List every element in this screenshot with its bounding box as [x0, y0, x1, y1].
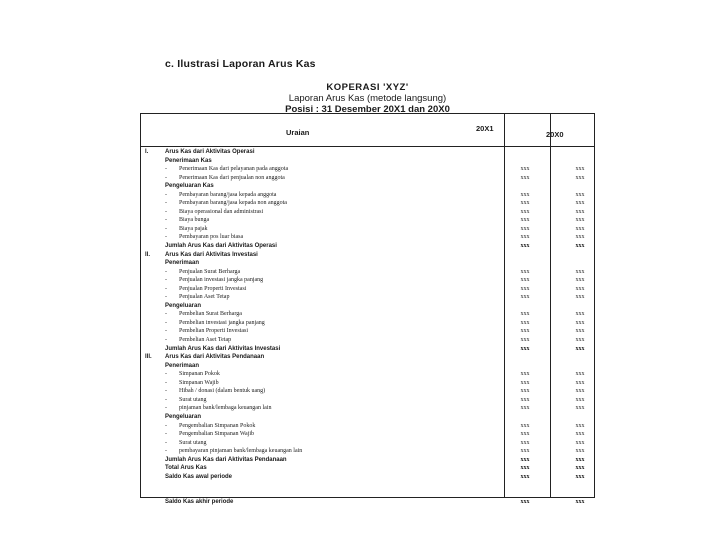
row-label: Simpanan Wajib [179, 379, 219, 386]
table-row [141, 327, 594, 336]
value-year0: xxx [575, 217, 585, 224]
table-row [141, 456, 594, 465]
row-label: Penjualan investasi jangka panjang [179, 277, 264, 284]
value-year1: xxx [520, 499, 530, 506]
value-year1: xxx [520, 311, 530, 318]
row-bullet: - [165, 396, 167, 403]
value-year0: xxx [575, 465, 585, 472]
value-year0: xxx [575, 328, 585, 335]
row-label: Biaya bunga [179, 217, 210, 224]
table-row [141, 370, 594, 379]
value-year0: xxx [575, 174, 585, 181]
table-spacer [141, 481, 594, 498]
value-year1: xxx [520, 396, 530, 403]
value-year1: xxx [520, 225, 530, 232]
table-row [141, 379, 594, 388]
row-bullet: - [165, 379, 167, 386]
row-label: Surat utang [179, 396, 207, 403]
row-label: Arus Kas dari Aktivitas Operasi [165, 149, 255, 155]
table-row [141, 191, 594, 200]
value-year1: xxx [520, 465, 530, 472]
value-year0: xxx [575, 166, 585, 173]
table-row [141, 285, 594, 294]
header-divider [141, 146, 594, 147]
value-year0: xxx [575, 319, 585, 326]
table-row [141, 473, 594, 482]
value-year1: xxx [520, 268, 530, 275]
row-label: Penerimaan Kas [165, 157, 212, 164]
row-bullet: - [165, 277, 167, 284]
row-label: Saldo Kas awal periode [165, 473, 233, 480]
table-row [141, 182, 594, 191]
value-year1: xxx [520, 191, 530, 198]
row-bullet: - [165, 422, 167, 429]
table-row [141, 404, 594, 413]
row-label: Penjualan Surat Berharga [179, 268, 241, 275]
row-label: Penjualan Aset Tetap [179, 294, 230, 301]
row-bullet: - [165, 448, 167, 455]
value-year1: xxx [520, 345, 530, 352]
table-row [141, 233, 594, 242]
table-body [141, 148, 594, 507]
table-row [141, 336, 594, 345]
value-year1: xxx [520, 371, 530, 378]
row-label: Pengeluaran Kas [165, 183, 214, 190]
value-year0: xxx [575, 337, 585, 344]
value-year0: xxx [575, 225, 585, 232]
row-bullet: - [165, 388, 167, 395]
table-row [141, 302, 594, 311]
value-year1: xxx [520, 174, 530, 181]
section-number: III. [145, 354, 152, 361]
row-label: Biaya pajak [179, 225, 208, 232]
row-bullet: - [165, 371, 167, 378]
table-row [141, 199, 594, 208]
row-label: Penerimaan [165, 362, 200, 369]
table-row [141, 242, 594, 251]
row-bullet: - [165, 431, 167, 438]
table-row [141, 422, 594, 431]
table-row [141, 293, 594, 302]
section-title: c. Ilustrasi Laporan Arus Kas [165, 58, 316, 70]
value-year1: xxx [520, 422, 530, 429]
row-bullet: - [165, 319, 167, 326]
row-label: Jumlah Arus Kas dari Aktivitas Investasi [165, 345, 281, 352]
report-subtitle: Laporan Arus Kas (metode langsung) [288, 93, 447, 104]
table-row [141, 216, 594, 225]
value-year1: xxx [520, 277, 530, 284]
value-year0: xxx [575, 388, 585, 395]
table-row [141, 464, 594, 473]
row-label: Biaya operasional dan administrasi [179, 208, 264, 215]
value-year0: xxx [575, 499, 585, 506]
value-year0: xxx [575, 243, 585, 250]
row-label: Penerimaan [165, 260, 200, 267]
row-label: Arus Kas dari Aktivitas Pendanaan [165, 354, 265, 361]
value-year1: xxx [520, 319, 530, 326]
value-year1: xxx [520, 388, 530, 395]
report-org-name: KOPERASI 'XYZ' [326, 82, 409, 93]
table-row [141, 447, 594, 456]
row-label: Penerimaan Kas dari penjualan non anggota [179, 174, 285, 181]
row-label: Pembayaran barang/jasa kepada non anggota [179, 200, 287, 207]
table-row [141, 268, 594, 277]
value-year0: xxx [575, 405, 585, 412]
table-row [141, 353, 594, 362]
value-year1: xxx [520, 405, 530, 412]
value-year0: xxx [575, 268, 585, 275]
row-bullet: - [165, 268, 167, 275]
row-bullet: - [165, 337, 167, 344]
table-row [141, 148, 594, 157]
table-row [141, 319, 594, 328]
table-row [141, 276, 594, 285]
row-label: Pengembalian Simpanan Wajib [179, 431, 255, 438]
section-number: II. [145, 251, 151, 258]
row-label: Pembelian Aset Tetap [179, 337, 232, 344]
table-row [141, 362, 594, 371]
report-header [140, 82, 595, 115]
section-number: I. [145, 149, 149, 155]
row-bullet: - [165, 166, 167, 173]
row-label: Jumlah Arus Kas dari Aktivitas Operasi [165, 243, 277, 250]
value-year0: xxx [575, 277, 585, 284]
value-year0: xxx [575, 311, 585, 318]
value-year1: xxx [520, 200, 530, 207]
cash-flow-table [140, 113, 595, 506]
value-year0: xxx [575, 431, 585, 438]
table-row [141, 310, 594, 319]
row-label: Pembelian investasi jangka panjang [179, 319, 265, 326]
value-year0: xxx [575, 473, 585, 480]
row-bullet: - [165, 200, 167, 207]
row-label: Penerimaan Kas dari pelayanan pada anggota [179, 166, 289, 173]
value-year0: xxx [575, 191, 585, 198]
row-bullet: - [165, 328, 167, 335]
table-row [141, 345, 594, 354]
value-year0: xxx [575, 448, 585, 455]
value-year1: xxx [520, 294, 530, 301]
table-row [141, 259, 594, 268]
table-row [141, 208, 594, 217]
row-bullet: - [165, 234, 167, 241]
row-label: Pembayaran pos luar biasa [179, 234, 244, 241]
row-label: Total Arus Kas [165, 465, 207, 472]
row-bullet: - [165, 191, 167, 198]
value-year0: xxx [575, 379, 585, 386]
table-row [141, 174, 594, 183]
value-year1: xxx [520, 285, 530, 292]
row-bullet: - [165, 225, 167, 232]
row-label: Hibah / donasi (dalam bentuk uang) [179, 388, 266, 395]
row-label: Surat utang [179, 439, 207, 446]
value-year0: xxx [575, 234, 585, 241]
value-year1: xxx [520, 328, 530, 335]
column-header-year1: 20X1 [476, 124, 494, 133]
value-year0: xxx [575, 294, 585, 301]
row-bullet: - [165, 405, 167, 412]
value-year1: xxx [520, 243, 530, 250]
report-position-date: Posisi : 31 Desember 20X1 dan 20X0 [285, 104, 450, 115]
row-bullet: - [165, 208, 167, 215]
value-year0: xxx [575, 422, 585, 429]
value-year1: xxx [520, 439, 530, 446]
value-year1: xxx [520, 337, 530, 344]
value-year1: xxx [520, 473, 530, 480]
value-year1: xxx [520, 217, 530, 224]
row-bullet: - [165, 217, 167, 224]
table-row [141, 498, 594, 507]
row-label: Arus Kas dari Aktivitas Investasi [165, 251, 258, 258]
value-year0: xxx [575, 285, 585, 292]
row-label: Pembelian Surat Berharga [179, 311, 242, 318]
value-year1: xxx [520, 208, 530, 215]
column-header-year0: 20X0 [546, 130, 564, 139]
value-year0: xxx [575, 371, 585, 378]
value-year1: xxx [520, 448, 530, 455]
row-label: Jumlah Arus Kas dari Aktivitas Pendanaan [165, 456, 287, 463]
row-label: Simpanan Pokok [179, 371, 220, 378]
row-label: Pengeluaran [165, 302, 202, 309]
table-row [141, 165, 594, 174]
table-row [141, 251, 594, 260]
row-bullet: - [165, 311, 167, 318]
row-label: pembayaran pinjaman bank/lembaga keuangan lain [179, 448, 303, 455]
row-label: Pembelian Properti Investasi [179, 328, 248, 335]
value-year0: xxx [575, 208, 585, 215]
table-row [141, 413, 594, 422]
table-row [141, 430, 594, 439]
value-year1: xxx [520, 456, 530, 463]
row-label: Pengembalian Simpanan Pokok [179, 422, 256, 429]
table-row [141, 157, 594, 166]
value-year0: xxx [575, 396, 585, 403]
row-bullet: - [165, 174, 167, 181]
value-year0: xxx [575, 345, 585, 352]
row-label: Penjualan Properti Investasi [179, 285, 247, 292]
value-year0: xxx [575, 439, 585, 446]
table-row [141, 225, 594, 234]
row-label: pinjaman bank/lembaga keuangan lain [179, 405, 272, 412]
value-year0: xxx [575, 200, 585, 207]
value-year1: xxx [520, 234, 530, 241]
table-row [141, 439, 594, 448]
column-header-uraian: Uraian [286, 128, 310, 137]
row-label: Saldo Kas akhir periode [165, 499, 234, 506]
value-year1: xxx [520, 166, 530, 173]
value-year0: xxx [575, 456, 585, 463]
table-row [141, 396, 594, 405]
value-year1: xxx [520, 379, 530, 386]
row-bullet: - [165, 285, 167, 292]
value-year1: xxx [520, 431, 530, 438]
row-label: Pembayaran barang/jasa kepada anggota [179, 191, 277, 198]
table-row [141, 387, 594, 396]
row-bullet: - [165, 439, 167, 446]
row-label: Pengeluaran [165, 413, 202, 420]
row-bullet: - [165, 294, 167, 301]
